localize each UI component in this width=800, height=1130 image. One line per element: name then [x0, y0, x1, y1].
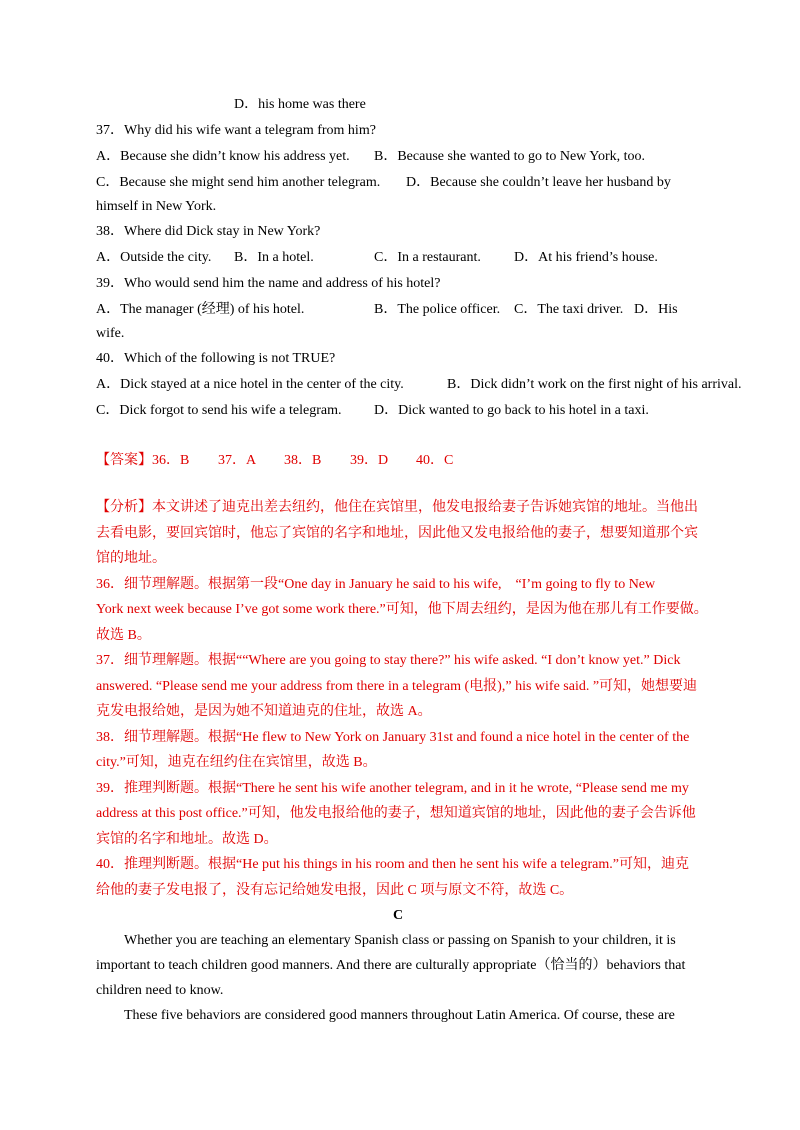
passage-line: These five behaviors are considered good manners throughout Latin America. Of course, these are: [124, 1008, 675, 1023]
section-c-heading: C: [393, 908, 404, 923]
q39-option-b: B．The police officer.: [374, 302, 501, 317]
q40-option-b: B．Dick didn’t work on the first night of his arrival.: [447, 377, 742, 392]
q40-option-a: A．Dick stayed at a nice hotel in the center of the city.: [96, 377, 404, 392]
analysis-line: city.”可知，迪克在纽约住在宾馆里，故选 B。: [96, 755, 377, 770]
q38-option-d: D．At his friend’s house.: [514, 250, 658, 265]
q39-option-c: C．The taxi driver.: [514, 302, 624, 317]
analysis-line: York next week because I’ve got some work there.”可知，他下周去纽约，是因为他在那儿有工作要做。: [96, 602, 708, 617]
analysis-line: 克发电报给她，是因为她不知道迪克的住址，故选 A。: [96, 704, 432, 719]
analysis-line: 36．细节理解题。根据第一段“One day in January he said to his wife, “I’m going to fly to New: [96, 577, 656, 592]
analysis-line: 37．细节理解题。根据““Where are you going to stay there?” his wife asked. “I don’t know yet.” Dick: [96, 653, 681, 668]
answer-39: 39．D: [350, 453, 389, 468]
analysis-line: 39．推理判断题。根据“There he sent his wife another telegram, and in it he wrote, “Please send me my: [96, 781, 689, 796]
passage-line: children need to know.: [96, 983, 224, 998]
analysis-line: 38．细节理解题。根据“He flew to New York on January 31st and found a nice hotel in the center of the: [96, 730, 690, 745]
analysis-line: 馆的地址。: [96, 551, 166, 566]
q36-option-d: D．his home was there: [234, 97, 366, 112]
analysis-line: address at this post office.”可知，他发电报给他的妻子，想知道宾馆的地址，因此他的妻子会告诉他: [96, 806, 696, 821]
q39-option-a: A．The manager (经理) of his hotel.: [96, 302, 305, 317]
q39-question: 39．Who would send him the name and address of his hotel?: [96, 276, 441, 291]
q37-option-c: C．Because she might send him another telegram.: [96, 175, 381, 190]
q39-option-d: D．His: [634, 302, 678, 317]
q38-option-b: B．In a hotel.: [234, 250, 314, 265]
q37-option-d: D．Because she couldn’t leave her husband by: [406, 175, 671, 190]
q40-option-d: D．Dick wanted to go back to his hotel in a taxi.: [374, 403, 649, 418]
analysis-line: 【分析】本文讲述了迪克出差去纽约，他住在宾馆里，他发电报给妻子告诉她宾馆的地址。当他出: [96, 500, 698, 515]
answer-37: 37．A: [218, 453, 257, 468]
passage-line: Whether you are teaching an elementary Spanish class or passing on Spanish to your children, it is: [124, 933, 676, 948]
q40-question: 40．Which of the following is not TRUE?: [96, 351, 336, 366]
answer-36: 36．B: [152, 453, 190, 468]
analysis-line: answered. “Please send me your address from there in a telegram (电报),” his wife said. ”可知，她想要迪: [96, 679, 698, 694]
q40-option-c: C．Dick forgot to send his wife a telegram.: [96, 403, 342, 418]
answer-label: 【答案】: [96, 453, 152, 468]
answer-40: 40．C: [416, 453, 454, 468]
answer-38: 38．B: [284, 453, 322, 468]
q37-option-d-cont: himself in New York.: [96, 199, 217, 214]
analysis-line: 40．推理判断题。根据“He put his things in his room and then he sent his wife a telegram.”可知，迪克: [96, 857, 689, 872]
analysis-line: 故选 B。: [96, 628, 151, 643]
q37-option-a: A．Because she didn’t know his address yet.: [96, 149, 350, 164]
passage-line: important to teach children good manners. And there are culturally appropriate（恰当的）behaviors that: [96, 958, 686, 973]
q37-question: 37．Why did his wife want a telegram from him?: [96, 123, 376, 138]
analysis-line: 给他的妻子发电报了，没有忘记给她发电报，因此 C 项与原文不符，故选 C。: [96, 883, 574, 898]
q38-question: 38．Where did Dick stay in New York?: [96, 224, 321, 239]
q38-option-a: A．Outside the city.: [96, 250, 212, 265]
q37-option-b: B．Because she wanted to go to New York, too.: [374, 149, 646, 164]
analysis-line: 宾馆的名字和地址。故选 D。: [96, 832, 278, 847]
q39-option-d-cont: wife.: [96, 326, 125, 341]
analysis-line: 去看电影，要回宾馆时，他忘了宾馆的名字和地址，因此他又发电报给他的妻子，想要知道那个宾: [96, 526, 698, 541]
q38-option-c: C．In a restaurant.: [374, 250, 481, 265]
